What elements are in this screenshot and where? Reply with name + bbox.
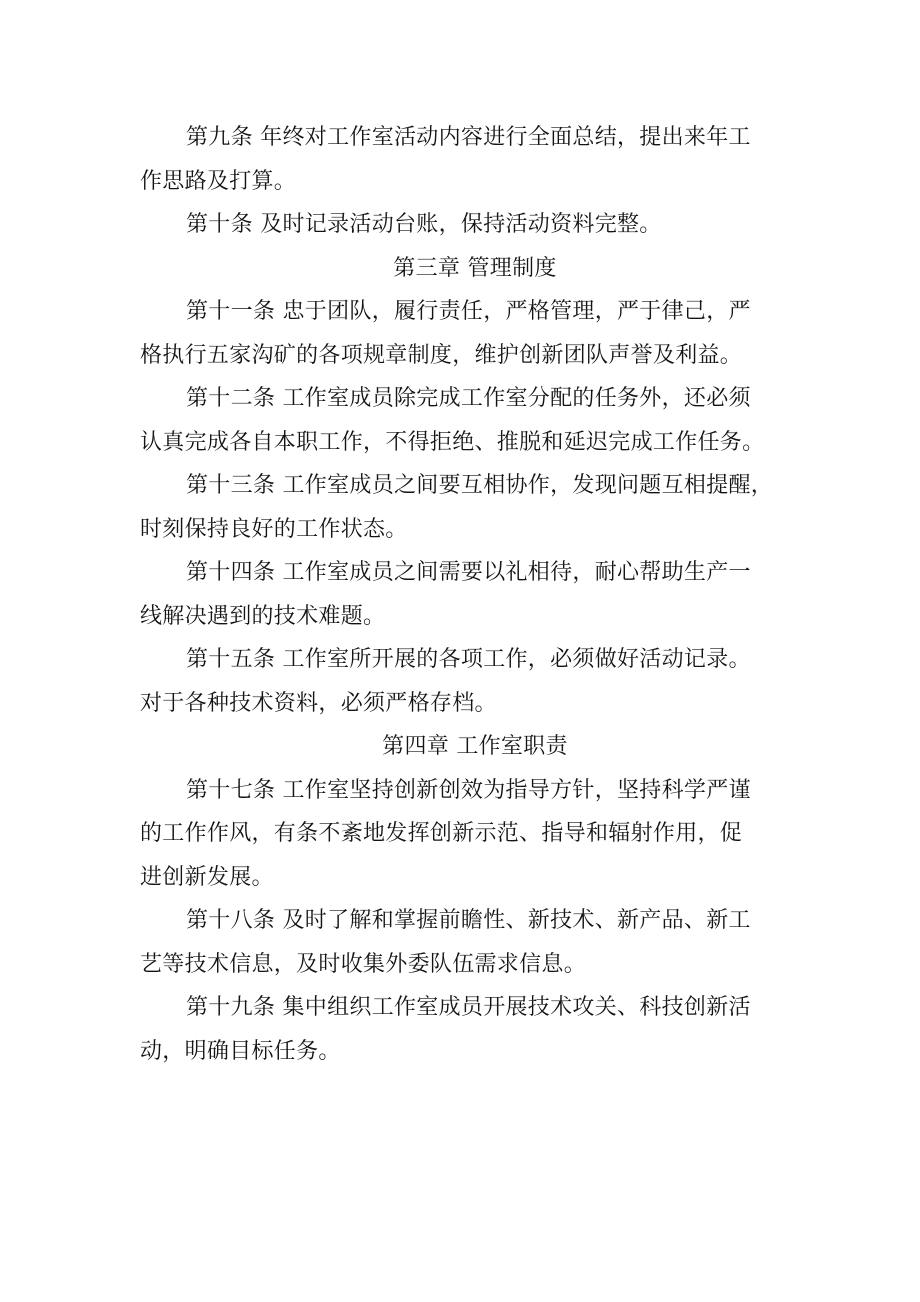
- article-17-line-3: 进创新发展。: [140, 864, 274, 890]
- article-9-line-2: 作思路及打算。: [140, 168, 297, 194]
- article-10-line-1: 第十条 及时记录活动台账，保持活动资料完整。: [186, 212, 662, 237]
- article-19-line-1: 第十九条 集中组织工作室成员开展技术攻关、科技创新活: [186, 995, 751, 1020]
- article-9-line-1: 第九条 年终对工作室活动内容进行全面总结，提出来年工: [186, 125, 751, 150]
- article-14-line-2: 线解决遇到的技术难题。: [140, 603, 386, 629]
- article-14-line-1: 第十四条 工作室成员之间需要以礼相待，耐心帮助生产一: [186, 560, 751, 585]
- document-body: [140, 116, 810, 1073]
- article-11-line-1: 第十一条 忠于团队，履行责任，严格管理，严于律己，严: [186, 299, 751, 324]
- article-17-line-2: 的工作作风，有条不紊地发挥创新示范、指导和辐射作用，促: [140, 821, 743, 846]
- article-15-line-2: 对于各种技术资料，必须严格存档。: [140, 690, 497, 716]
- chapter-4-heading: 第四章 工作室职责: [382, 734, 568, 759]
- article-12-line-2: 认真完成各自本职工作，不得拒绝、推脱和延迟完成工作任务。: [140, 429, 765, 455]
- article-19-line-2: 动，明确目标任务。: [140, 1038, 341, 1064]
- article-11-line-2: 格执行五家沟矿的各项规章制度，维护创新团队声誉及利益。: [140, 342, 743, 368]
- article-15-line-1: 第十五条 工作室所开展的各项工作，必须做好活动记录。: [186, 647, 751, 672]
- article-17-line-1: 第十七条 工作室坚持创新创效为指导方针，坚持科学严谨: [186, 777, 751, 803]
- article-18-line-1: 第十八条 及时了解和掌握前瞻性、新技术、新产品、新工: [186, 908, 751, 933]
- article-18-line-2: 艺等技术信息，及时收集外委队伍需求信息。: [140, 951, 587, 977]
- article-13-line-2: 时刻保持良好的工作状态。: [140, 516, 408, 542]
- article-13-line-1: 第十三条 工作室成员之间要互相协作，发现问题互相提醒，: [186, 473, 774, 498]
- article-12-line-1: 第十二条 工作室成员除完成工作室分配的任务外，还必须: [186, 386, 751, 411]
- chapter-3-heading: 第三章 管理制度: [393, 255, 557, 281]
